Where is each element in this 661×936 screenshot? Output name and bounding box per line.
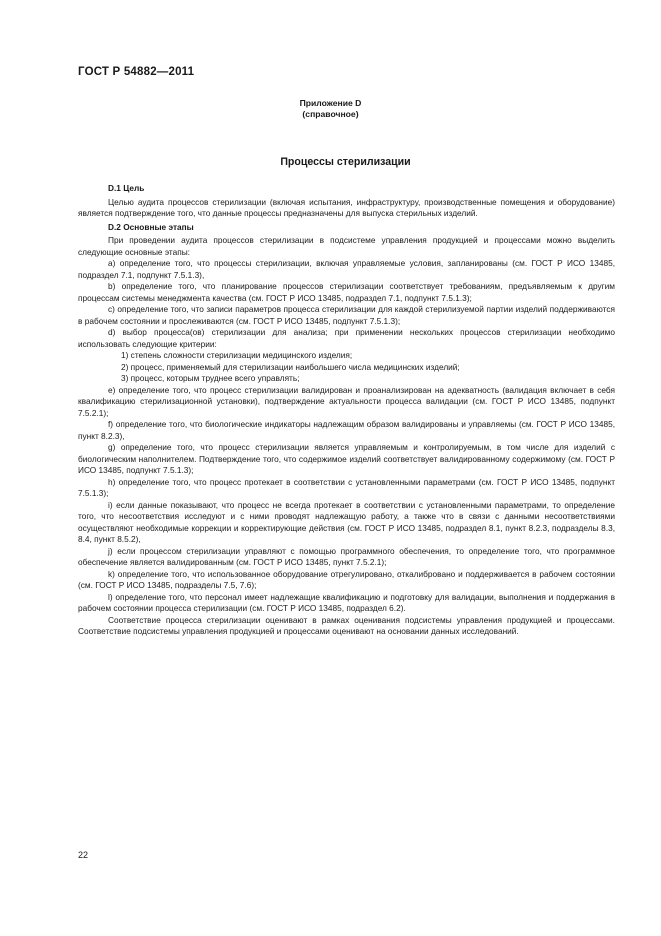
paragraph: f) определение того, что биологические индикаторы надлежащим образом валидированы и управляемы (см. ГОСТ Р ИСО 13485, пункт 8.2.3), <box>78 419 615 441</box>
paragraph: b) определение того, что планирование процессов стерилизации соответствует требованиям, предъявляемым к другим процессам системы менеджмента качества (см. ГОСТ Р ИСО 13485, подраздел 7.1, подпункт 7.5.1.3); <box>78 281 615 303</box>
page-number: 22 <box>78 850 89 860</box>
paragraph: При проведении аудита процессов стерилизации в подсистеме управления продукцией и процессами можно выделить следующие основные этапы: <box>78 235 615 257</box>
paragraph: h) определение того, что процесс протекает в соответствии с установленными параметрами (см. ГОСТ Р ИСО 13485, подпункт 7.5.1.3); <box>78 476 615 498</box>
document-code: ГОСТ Р 54882—2011 <box>78 66 195 78</box>
appendix-type: (справочное) <box>302 109 359 119</box>
appendix-block <box>0 98 661 120</box>
section-heading: D.1 Цель <box>108 183 145 193</box>
appendix-title: Процессы стерилизации <box>280 156 411 168</box>
appendix-label: Приложение D <box>299 98 362 108</box>
paragraph: k) определение того, что использованное оборудование отрегулировано, откалибровано и поддерживается в рабочем состоянии (см. ГОСТ Р ИСО 13485, подразделы 7.5, 7.6); <box>78 568 615 590</box>
paragraph: d) выбор процесса(ов) стерилизации для анализа; при применении нескольких процессов стерилизации необходимо использовать следующие критерии: <box>78 327 615 349</box>
sub-list-item: 2) процесс, применяемый для стерилизации наибольшего числа медицинских изделий; <box>121 361 460 372</box>
section-heading: D.2 Основные этапы <box>108 221 194 232</box>
paragraph: i) если данные показывают, что процесс не всегда протекает в соответствии с установленными параметрами, то определение того, что несоответствия исследуют и с ними проводят надлежащую работу, а также что в связи с данными несоответствиями осуществляют необходимые коррекции и корректирующие действия (см. ГОСТ Р ИСО 13485, подраздел 8.1, пункт 8.2.3, подразделы 8.3, 8.4, пункт 8.5.2), <box>78 499 615 544</box>
paragraph: l) определение того, что персонал имеет надлежащие квалификацию и подготовку для валидации, выполнения и поддержания в рабочем состоянии процесса стерилизации (см. ГОСТ Р ИСО 13485, подраздел 6.2). <box>78 591 615 613</box>
paragraph: e) определение того, что процесс стерилизации валидирован и проанализирован на адекватность (валидация включает в себя квалификацию стерилизационной установки), подтверждение актуальности процесса валидации (см. ГОСТ Р ИСО 13485, подпункт 7.5.2.1); <box>78 384 615 418</box>
paragraph: a) определение того, что процессы стерилизации, включая управляемые условия, запланированы (см. ГОСТ Р ИСО 13485, подраздел 7.1, подпункт 7.5.1.3), <box>78 258 615 280</box>
sub-list-item: 1) степень сложности стерилизации медицинского изделия; <box>121 350 353 360</box>
paragraph: Соответствие процесса стерилизации оценивают в рамках оценивания подсистемы управления продукцией и процессами. Соответствие подсистемы управления продукцией и процессами оценивают на основании данных исследований. <box>78 614 615 636</box>
paragraph: Целью аудита процессов стерилизации (включая испытания, инфраструктуру, производственные помещения и оборудование) является подтверждение того, что данные процессы предназначены для выпуска стерильных изделий. <box>78 196 615 218</box>
paragraph: c) определение того, что записи параметров процесса стерилизации для каждой стерилизуемой партии изделий поддерживаются в рабочем состоянии и прослеживаются (см. ГОСТ Р ИСО 13485, подпункт 7.5.1.3); <box>78 304 615 326</box>
paragraph: j) если процессом стерилизации управляют с помощью программного обеспечения, то определение того, что программное обеспечение является валидированным (см. ГОСТ Р ИСО 13485, пункт 7.5.2.1); <box>78 545 615 567</box>
sub-list-item: 3) процесс, которым труднее всего управлять; <box>121 373 300 383</box>
body-text <box>78 181 615 638</box>
paragraph: g) определение того, что процесс стерилизации является управляемым и контролируемым, в том числе для изделий с биологическим наполнителем. Подтверждение того, что содержимое изделий соответствует валидированному содержимому (см. ГОСТ Р ИСО 13485, подпункт 7.5.1.3); <box>78 442 615 475</box>
